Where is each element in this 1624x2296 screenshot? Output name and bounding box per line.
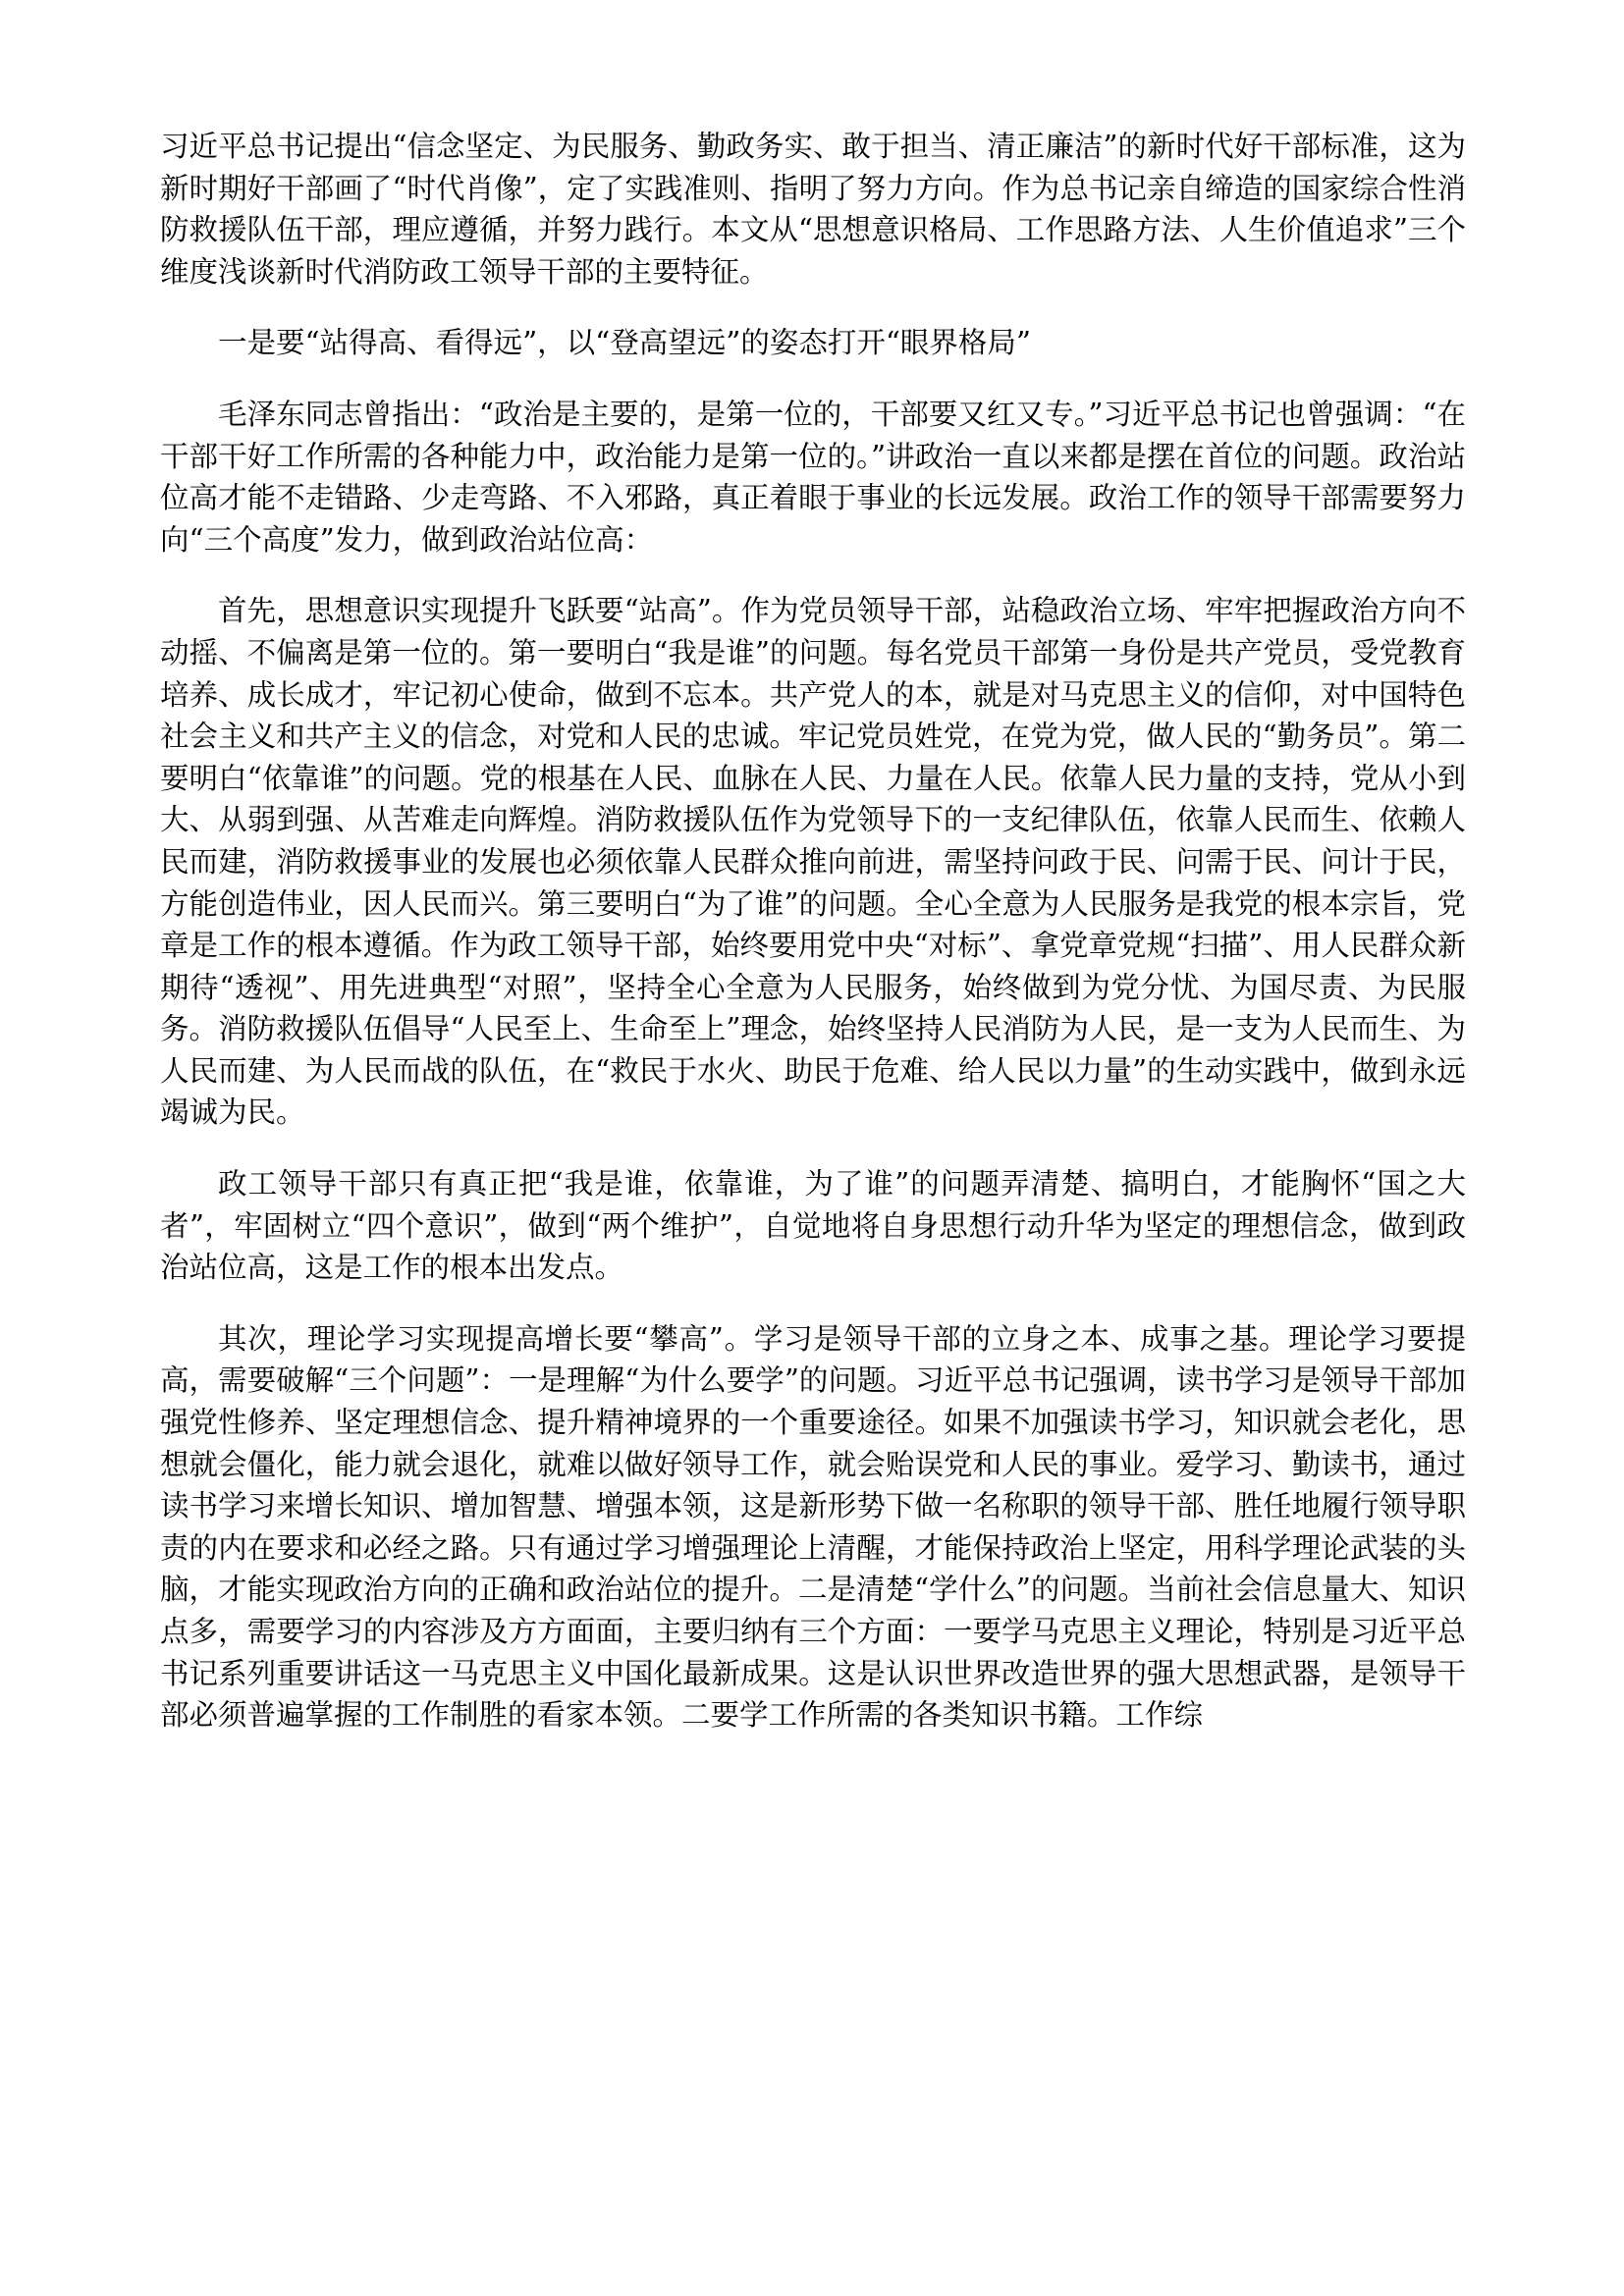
paragraph-second-point: 其次，理论学习实现提高增长要“攀高”。学习是领导干部的立身之本、成事之基。理论学习要提高，需要破解“三个问题”：一是理解“为什么要学”的问题。习近平总书记强调，读书学习是领导干部加强党性修养、坚定理想信念、提升精神境界的一个重要途径。如果不加强读书学习，知识就会老化，思想就会僵化，能力就会退化，就难以做好领导工作，就会贻误党和人民的事业。爱学习、勤读书，通过读书学习来增长知识、增加智慧、增强本领，这是新形势下做一名称职的领导干部、胜任地履行领导职责的内在要求和必经之路。只有通过学习增强理论上清醒，才能保持政治上坚定，用科学理论武装的头脑，才能实现政治方向的正确和政治站位的提升。二是清楚“学什么”的问题。当前社会信息量大、知识点多，需要学习的内容涉及方方面面，主要归纳有三个方面：一要学马克思主义理论，特别是习近平总书记系列重要讲话这一马克思主义中国化最新成果。这是认识世界改造世界的强大思想武器，是领导干部必须普遍掌握的工作制胜的看家本领。二要学工作所需的各类知识书籍。工作综 [160, 1321, 1466, 1733]
spacer [160, 1289, 1466, 1318]
paragraph-first-point: 首先，思想意识实现提升飞跃要“站高”。作为党员领导干部，站稳政治立场、牢牢把握政治方向不动摇、不偏离是第一位的。第一要明白“我是谁”的问题。每名党员干部第一身份是共产党员，受党教育培养、成长成才，牢记初心使命，做到不忘本。共产党人的本，就是对马克思主义的信仰，对中国特色社会主义和共产主义的信念，对党和人民的忠诚。牢记党员姓党，在党为党，做人民的“勤务员”。第二要明白“依靠谁”的问题。党的根基在人民、血脉在人民、力量在人民。依靠人民力量的支持，党从小到大、从弱到强、从苦难走向辉煌。消防救援队伍作为党领导下的一支纪律队伍，依靠人民而生、依赖人民而建，消防救援事业的发展也必须依靠人民群众推向前进，需坚持问政于民、问需于民、问计于民，方能创造伟业，因人民而兴。第三要明白“为了谁”的问题。全心全意为人民服务是我党的根本宗旨，党章是工作的根本遵循。作为政工领导干部，始终要用党中央“对标”、拿党章党规“扫描”、用人民群众新期待“透视”、用先进典型“对照”，坚持全心全意为人民服务，始终做到为党分忧、为国尽责、为民服务。消防救援队伍倡导“人民至上、生命至上”理念，始终坚持人民消防为人民，是一支为人民而生、为人民而建、为人民而战的队伍，在“救民于水火、助民于危难、给人民以力量”的生动实践中，做到永远竭诚为民。 [160, 594, 1466, 1130]
spacer [160, 364, 1466, 394]
paragraph-mao-quote: 毛泽东同志曾指出：“政治是主要的，是第一位的，干部要又红又专。”习近平总书记也曾强调：“在干部干好工作所需的各种能力中，政治能力是第一位的。”讲政治一直以来都是摆在首位的问题。政治站位高才能不走错路、少走弯路、不入邪路，真正着眼于事业的长远发展。政治工作的领导干部需要努力向“三个高度”发力，做到政治站位高： [160, 397, 1466, 557]
paragraph-intro: 习近平总书记提出“信念坚定、为民服务、勤政务实、敢于担当、清正廉洁”的新时代好干部标准，这为新时期好干部画了“时代肖像”，定了实践准则、指明了努力方向。作为总书记亲自缔造的国家综合性消防救援队伍干部，理应遵循，并努力践行。本文从“思想意识格局、工作思路方法、人生价值追求”三个维度浅谈新时代消防政工领导干部的主要特征。 [160, 130, 1466, 289]
spacer [160, 1134, 1466, 1163]
section-heading-one: 一是要“站得高、看得远”，以“登高望远”的姿态打开“眼界格局” [218, 326, 1031, 360]
document-body [160, 126, 1466, 1736]
paragraph-political-cadre: 政工领导干部只有真正把“我是谁，依靠谁，为了谁”的问题弄清楚、搞明白，才能胸怀“国之大者”，牢固树立“四个意识”，做到“两个维护”，自觉地将自身思想行动升华为坚定的理想信念，做到政治站位高，这是工作的根本出发点。 [160, 1167, 1466, 1285]
spacer [160, 293, 1466, 322]
spacer [160, 561, 1466, 590]
